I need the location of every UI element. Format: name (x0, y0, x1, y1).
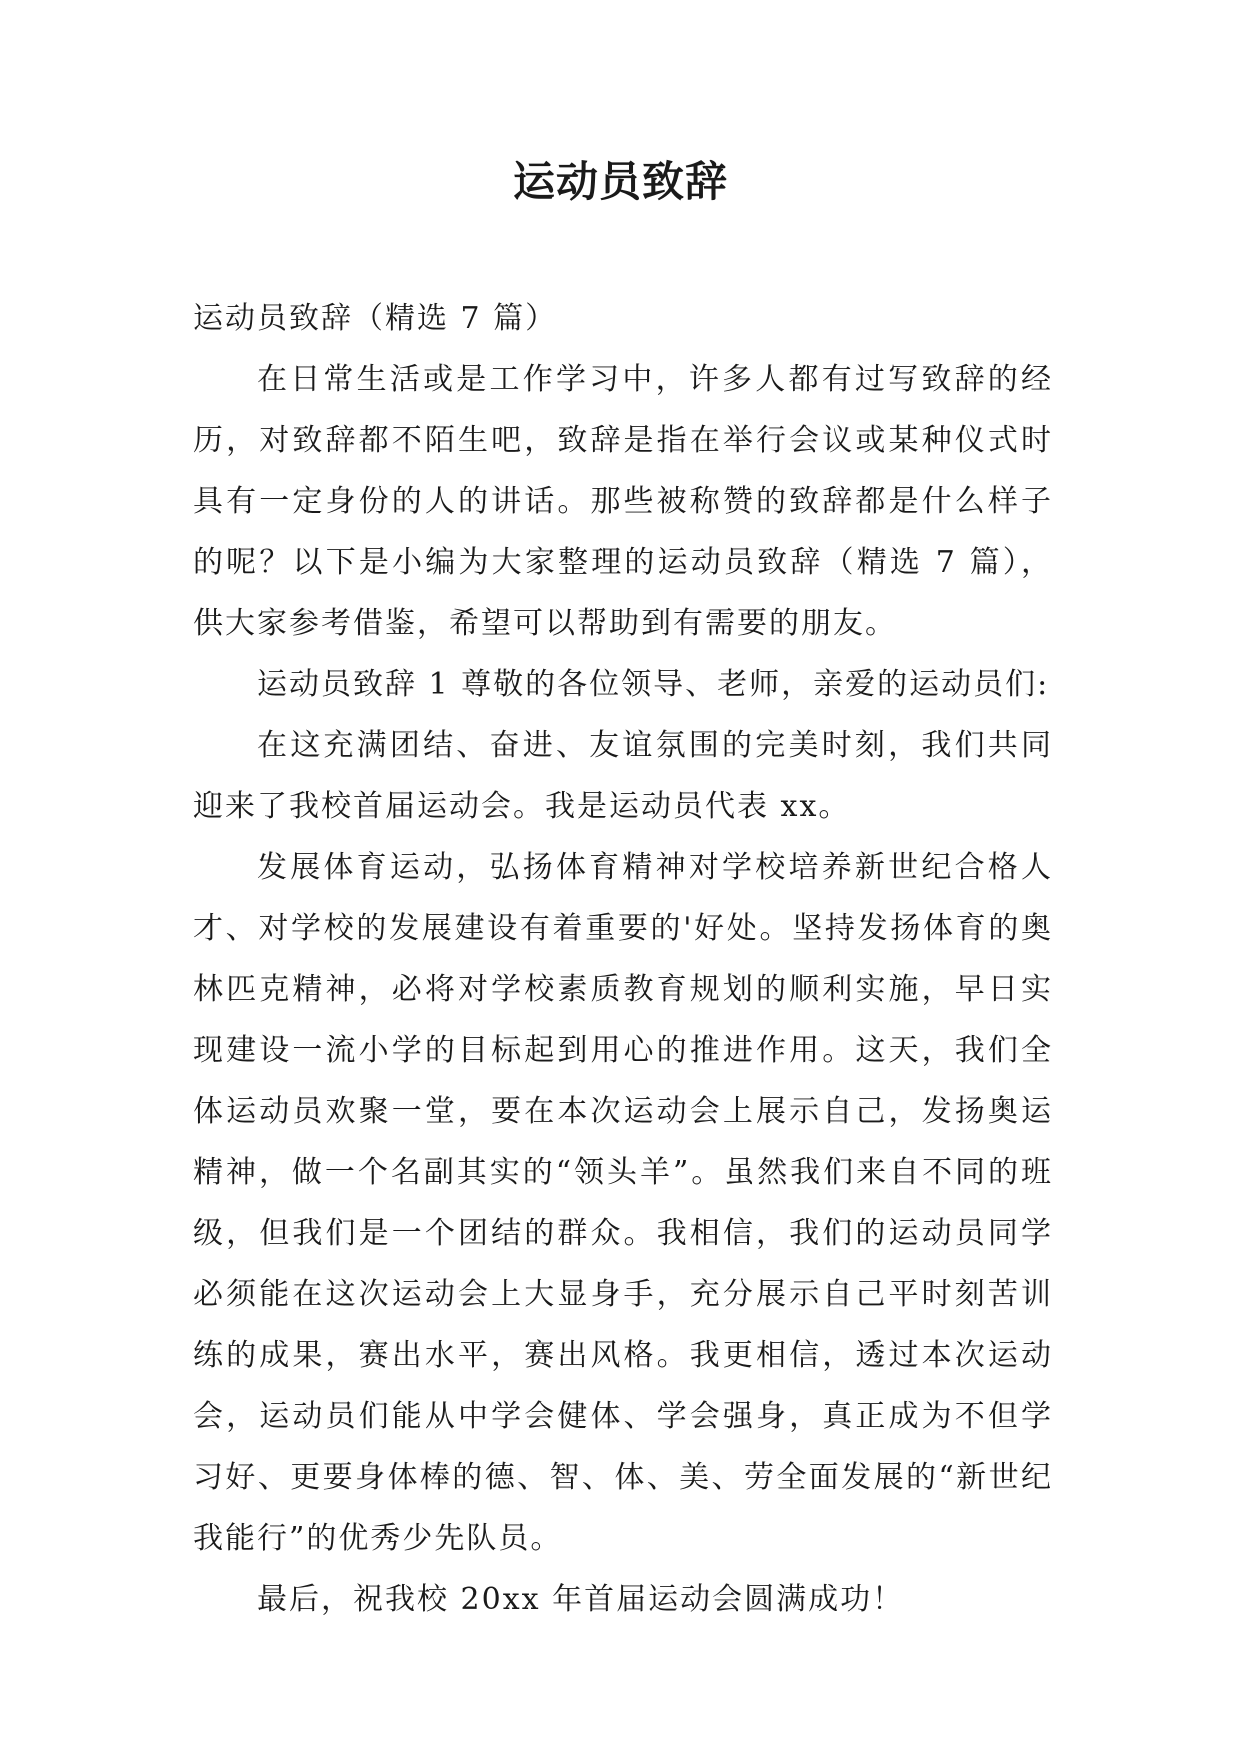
paragraph-main: 发展体育运动，弘扬体育精神对学校培养新世纪合格人才、对学校的发展建设有着重要的'好处。坚持发扬体育的奥林匹克精神，必将对学校素质教育规划的顺利实施，早日实现建设一流小学的目标起到用心的推进作用。这天，我们全体运动员欢聚一堂，要在本次运动会上展示自己，发扬奥运精神，做一个名副其实的“领头羊”。虽然我们来自不同的班级，但我们是一个团结的群众。我相信，我们的运动员同学必须能在这次运动会上大显身手，充分展示自己平时刻苦训练的成果，赛出水平，赛出风格。我更相信，透过本次运动会，运动员们能从中学会健体、学会强身，真正成为不但学习好、更要身体棒的德、智、体、美、劳全面发展的“新世纪我能行”的优秀少先队员。 (193, 850, 1053, 1556)
document-subtitle: 运动员致辞（精选 7 篇） (193, 301, 558, 336)
document-title: 运动员致辞 (512, 157, 728, 206)
paragraph-opening: 在这充满团结、奋进、友谊氛围的完美时刻，我们共同迎来了我校首届运动会。我是运动员代表 xx。 (193, 728, 1053, 824)
paragraph-intro: 在日常生活或是工作学习中，许多人都有过写致辞的经历，对致辞都不陌生吧，致辞是指在举行会议或某种仪式时具有一定身份的人的讲话。那些被称赞的致辞都是什么样子的呢？以下是小编为大家整理的运动员致辞（精选 7 篇），供大家参考借鉴，希望可以帮助到有需要的朋友。 (193, 362, 1053, 641)
paragraph-salutation: 运动员致辞 1 尊敬的各位领导、老师，亲爱的运动员们: (257, 667, 1050, 702)
paragraph-closing: 最后，祝我校 20xx 年首届运动会圆满成功！ (257, 1582, 905, 1617)
document-body (193, 288, 1053, 1630)
